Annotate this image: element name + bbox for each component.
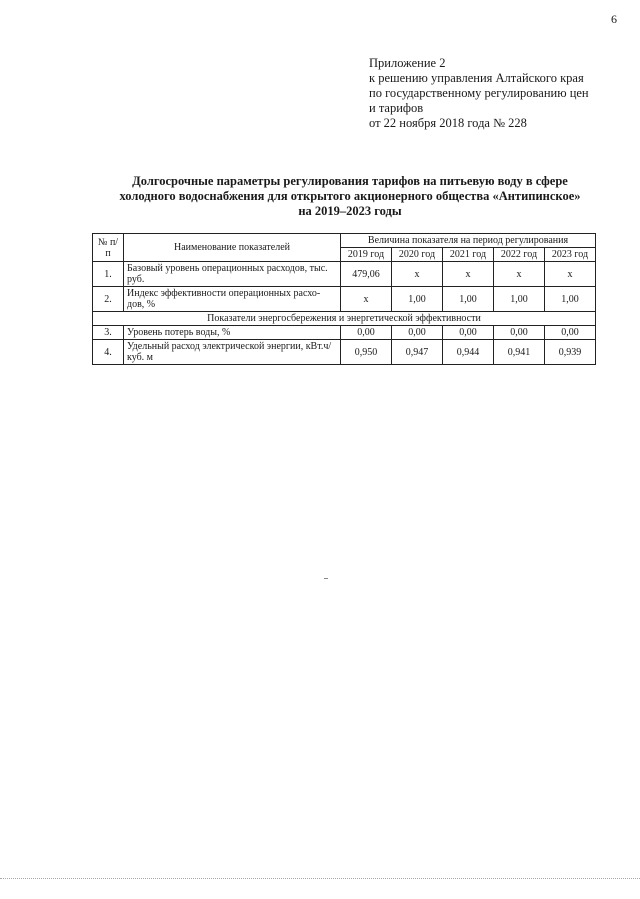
table-row [93,287,596,312]
row-value: х [545,262,596,287]
table-row [93,326,596,340]
row-value: 0,00 [545,326,596,340]
row-name: Индекс эффективности операционных расхо-дов, % [124,287,341,312]
appendix-line: к решению управления Алтайского края [369,71,584,85]
header-year: 2021 год [443,248,494,262]
appendix-line: от 22 ноября 2018 года № 228 [369,116,527,130]
title-line: холодного водоснабжения для открытого акционерного общества «Антипинское» [119,189,581,203]
row-value: х [341,287,392,312]
page-bottom-divider [0,878,640,879]
header-year: 2022 год [494,248,545,262]
row-value: 1,00 [392,287,443,312]
row-value: 1,00 [494,287,545,312]
row-name: Уровень потерь воды, % [124,326,341,340]
row-name: Удельный расход электрической энергии, кВт.ч/куб. м [124,340,341,365]
row-value: 0,941 [494,340,545,365]
table-row [93,262,596,287]
section-row [93,312,596,326]
appendix-line: и тарифов [369,101,424,115]
row-value: 0,944 [443,340,494,365]
header-name: Наименование показателей [124,234,341,262]
appendix-line: по государственному регулированию цен [369,86,589,100]
row-value: 0,00 [494,326,545,340]
header-num: № п/п [93,234,124,262]
row-value: 1,00 [545,287,596,312]
row-value: х [494,262,545,287]
parameters-table [92,233,596,365]
row-num: 4. [93,340,124,365]
row-value: 479,06 [341,262,392,287]
row-num: 3. [93,326,124,340]
table-header-row [93,234,596,248]
section-title: Показатели энергосбережения и энергетической эффективности [93,312,596,326]
header-year: 2020 год [392,248,443,262]
row-num: 2. [93,287,124,312]
appendix-line: Приложение 2 [369,56,446,70]
header-value-group: Величина показателя на период регулирования [341,234,596,248]
row-value: х [392,262,443,287]
row-num: 1. [93,262,124,287]
row-value: 0,00 [392,326,443,340]
row-value: 0,00 [443,326,494,340]
row-name: Базовый уровень операционных расходов, тыс. руб. [124,262,341,287]
title-line: Долгосрочные параметры регулирования тарифов на питьевую воду в сфере [132,174,568,188]
appendix-block [369,56,589,131]
header-year: 2019 год [341,248,392,262]
row-value: 1,00 [443,287,494,312]
page-number: 6 [611,12,617,26]
row-value: х [443,262,494,287]
row-value: 0,950 [341,340,392,365]
header-year: 2023 год [545,248,596,262]
scan-mark [324,578,328,579]
row-value: 0,947 [392,340,443,365]
document-title [100,174,600,219]
title-line: на 2019–2023 годы [298,204,402,218]
table-row [93,340,596,365]
row-value: 0,00 [341,326,392,340]
row-value: 0,939 [545,340,596,365]
